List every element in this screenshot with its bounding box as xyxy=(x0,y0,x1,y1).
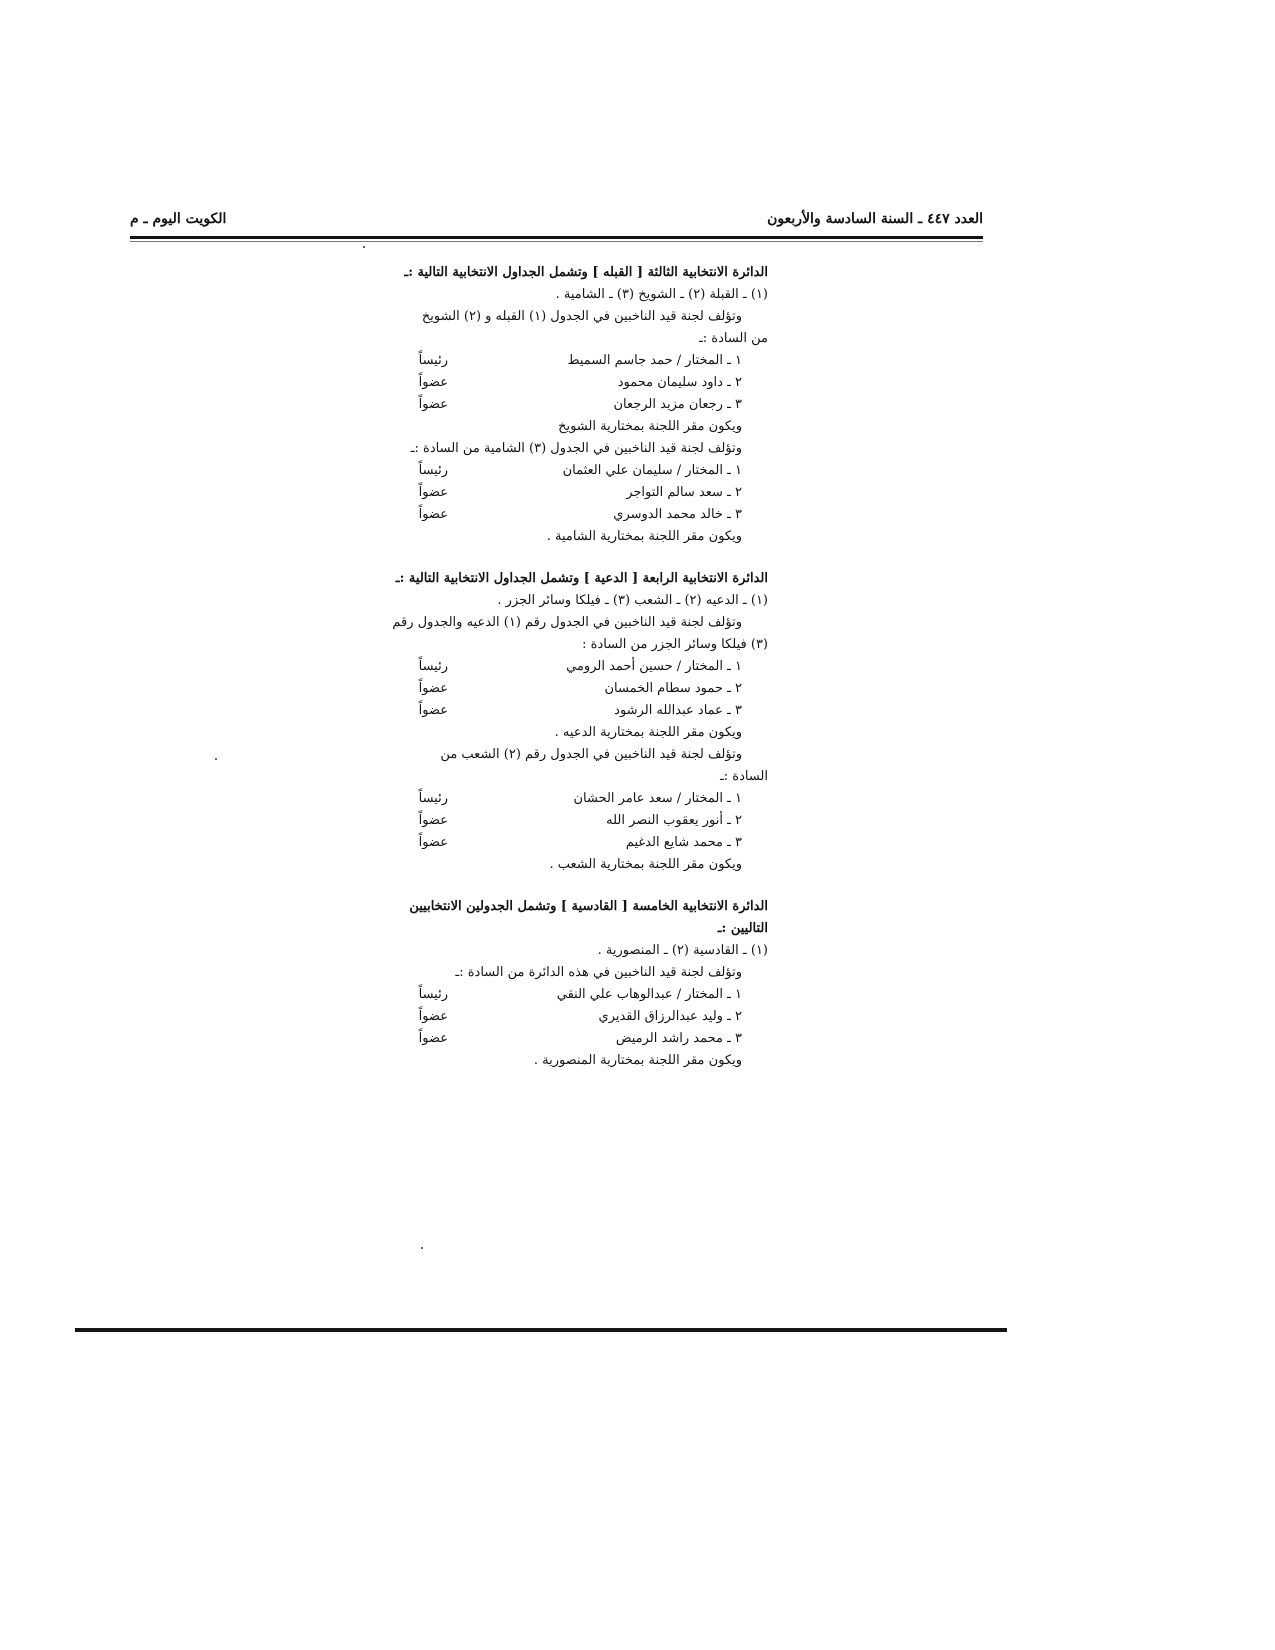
member-role: عضواً xyxy=(418,1009,448,1024)
committee-intro: وتؤلف لجنة قيد الناخبين في الجدول (١) القبله و (٢) الشويخ xyxy=(421,309,742,324)
member-name: ٣ ـ رجعان مزيد الرجعان xyxy=(613,397,742,412)
member-role: رئيساً xyxy=(418,987,448,1002)
committee-intro-cont: من السادة :ـ xyxy=(698,331,768,346)
member-name: ٢ ـ أنور يعقوب النصر الله xyxy=(606,813,742,828)
member-name: ٣ ـ محمد راشد الرميض xyxy=(615,1031,742,1046)
member-name: ١ ـ المختار / عبدالوهاب علي النقي xyxy=(556,987,742,1002)
committee-member xyxy=(338,678,768,700)
committee-intro: وتؤلف لجنة قيد الناخبين في الجدول رقم (٢) الشعب من xyxy=(440,747,742,762)
section-heading: الدائرة الانتخابية الرابعة [ الدعية ] وتشمل الجداول الانتخابية التالية :ـ xyxy=(395,571,768,586)
committee-seat: ويكون مقر اللجنة بمختارية الشويخ xyxy=(558,419,742,434)
footer-rule xyxy=(75,1328,1007,1332)
committee-member xyxy=(338,810,768,832)
member-role: عضواً xyxy=(418,397,448,412)
section-tables: (١) ـ القبلة (٢) ـ الشويخ (٣) ـ الشامية . xyxy=(555,287,768,302)
committee-seat: ويكون مقر اللجنة بمختارية الشعب . xyxy=(549,857,742,872)
member-name: ٣ ـ عماد عبدالله الرشود xyxy=(614,703,742,718)
member-role: عضواً xyxy=(418,835,448,850)
committee-intro: وتؤلف لجنة قيد الناخبين في هذه الدائرة من السادة :ـ xyxy=(455,965,742,980)
committee-intro-cont: (٣) فيلكا وسائر الجزر من السادة : xyxy=(582,637,768,652)
committee-intro: وتؤلف لجنة قيد الناخبين في الجدول رقم (١) الدعيه والجدول رقم xyxy=(392,615,742,630)
section-heading-cont: التاليين :ـ xyxy=(717,921,768,936)
committee-seat: ويكون مقر اللجنة بمختارية الشامية . xyxy=(546,529,742,544)
member-role: عضواً xyxy=(418,485,448,500)
scan-speck xyxy=(421,1247,423,1249)
member-name: ٢ ـ سعد سالم التواجر xyxy=(626,485,742,500)
member-role: عضواً xyxy=(418,1031,448,1046)
committee-member xyxy=(338,1028,768,1050)
committee-member xyxy=(338,788,768,810)
committee-member xyxy=(338,350,768,372)
member-name: ١ ـ المختار / سعد عامر الحشان xyxy=(573,791,742,806)
member-name: ٢ ـ وليد عبدالرزاق القديري xyxy=(598,1009,742,1024)
scan-speck xyxy=(215,758,217,760)
committee-member xyxy=(338,482,768,504)
committee-member xyxy=(338,656,768,678)
committee-member xyxy=(338,832,768,854)
committee-member xyxy=(338,504,768,526)
committee-member xyxy=(338,1006,768,1028)
member-name: ١ ـ المختار / حسين أحمد الرومي xyxy=(566,659,742,674)
member-role: عضواً xyxy=(418,375,448,390)
section-tables: (١) ـ القادسية (٢) ـ المنصورية . xyxy=(597,943,768,958)
member-name: ٣ ـ خالد محمد الدوسري xyxy=(613,507,742,522)
committee-member xyxy=(338,394,768,416)
committee-intro: وتؤلف لجنة قيد الناخبين في الجدول (٣) الشامية من السادة :ـ xyxy=(410,441,742,456)
publication-name: الكويت اليوم ـ م xyxy=(130,211,227,227)
scan-speck xyxy=(363,246,365,248)
committee-intro-cont: السادة :ـ xyxy=(719,769,768,784)
header-rule xyxy=(130,236,983,239)
member-name: ٣ ـ محمد شايع الدغيم xyxy=(625,835,742,850)
member-name: ١ ـ المختار / سليمان علي العثمان xyxy=(562,463,742,478)
header-rule-thin xyxy=(130,241,983,242)
member-role: عضواً xyxy=(418,703,448,718)
member-name: ٢ ـ داود سليمان محمود xyxy=(617,375,742,390)
section-heading: الدائرة الانتخابية الخامسة [ القادسية ] وتشمل الجدولين الانتخابيين xyxy=(409,899,768,914)
issue-number: العدد ٤٤٧ ـ السنة السادسة والأربعون xyxy=(767,211,983,227)
committee-seat: ويكون مقر اللجنة بمختارية المنصورية . xyxy=(533,1053,742,1068)
committee-member xyxy=(338,984,768,1006)
page-header xyxy=(130,211,983,233)
section-heading: الدائرة الانتخابية الثالثة [ القبله ] وتشمل الجداول الانتخابية التالية :ـ xyxy=(404,265,768,280)
committee-member xyxy=(338,372,768,394)
committee-member xyxy=(338,700,768,722)
member-name: ١ ـ المختار / حمد جاسم السميط xyxy=(567,353,742,368)
member-role: رئيساً xyxy=(418,353,448,368)
committee-seat: ويكون مقر اللجنة بمختارية الدعيه . xyxy=(554,725,742,740)
section-gap xyxy=(338,876,768,896)
member-role: رئيساً xyxy=(418,659,448,674)
section-gap xyxy=(338,548,768,568)
member-role: رئيساً xyxy=(418,791,448,806)
member-role: عضواً xyxy=(418,681,448,696)
member-role: عضواً xyxy=(418,813,448,828)
member-name: ٢ ـ حمود سطام الخمسان xyxy=(604,681,742,696)
committee-member xyxy=(338,460,768,482)
document-body xyxy=(338,262,768,1072)
member-role: رئيساً xyxy=(418,463,448,478)
member-role: عضواً xyxy=(418,507,448,522)
section-tables: (١) ـ الدعيه (٢) ـ الشعب (٣) ـ فيلكا وسائر الجزر . xyxy=(497,593,768,608)
